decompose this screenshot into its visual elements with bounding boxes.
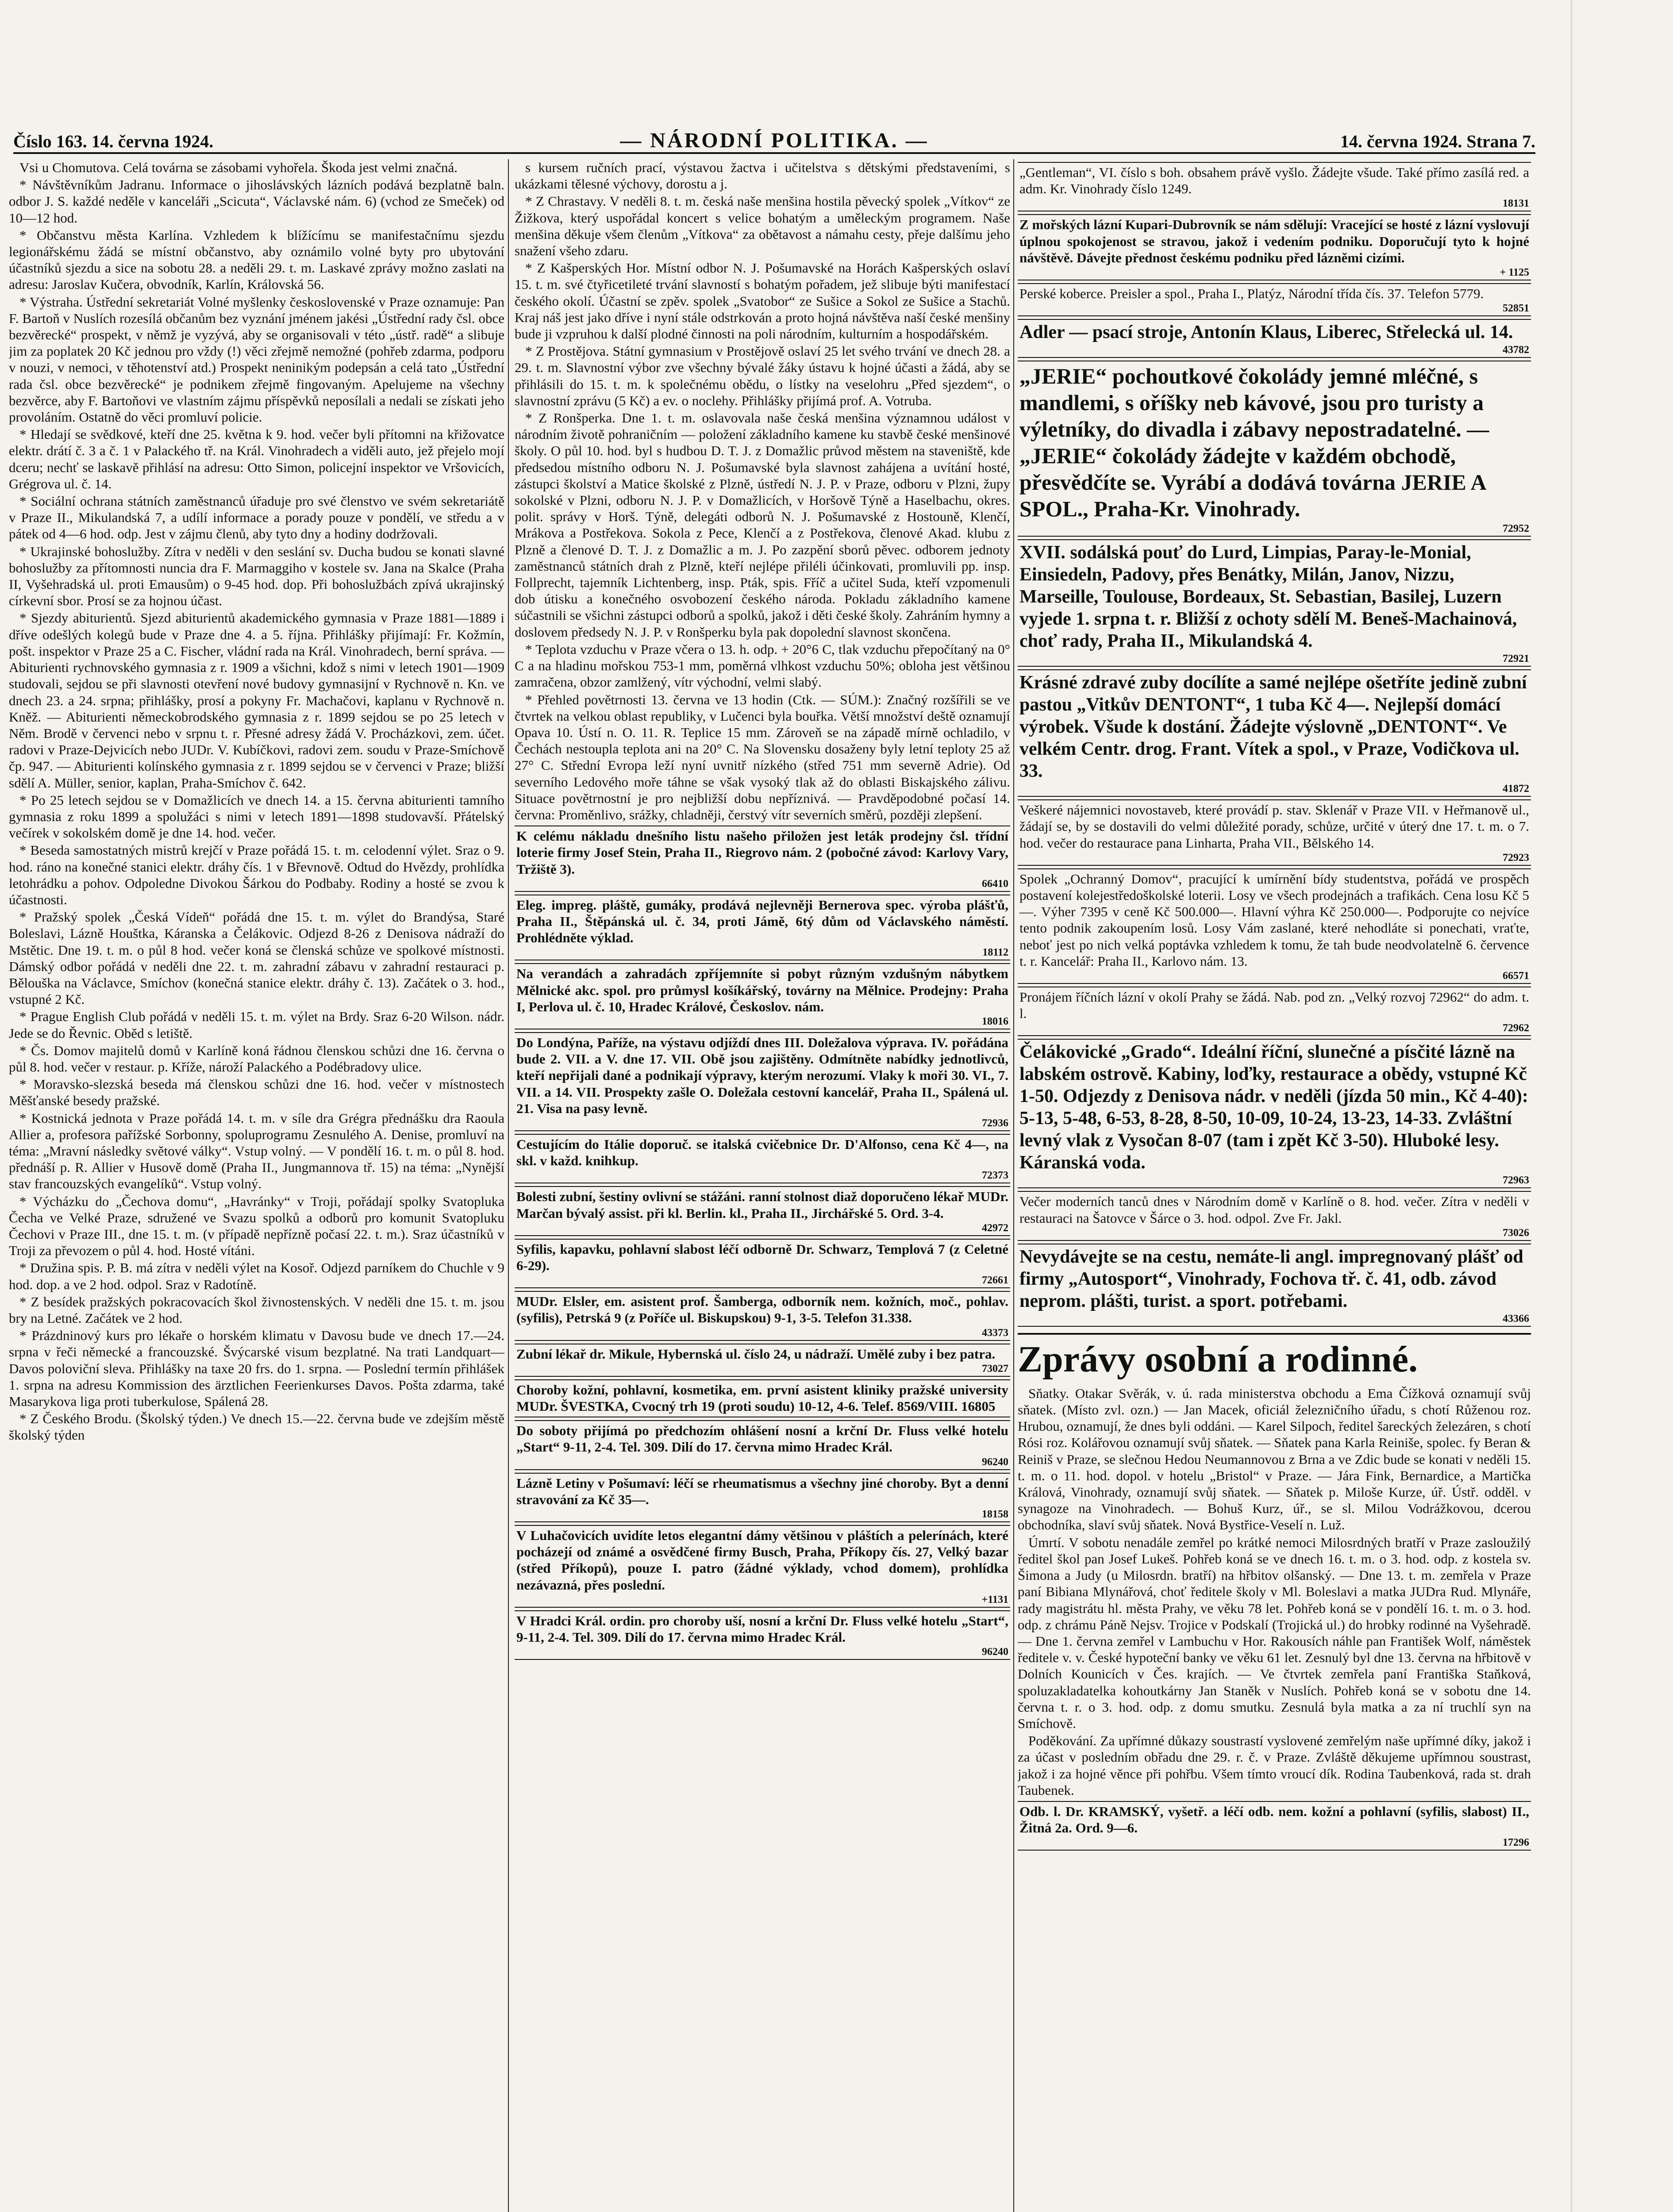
advertisement: [1018, 539, 1531, 667]
advertisement: [515, 963, 1010, 1029]
advertisement: [1018, 1801, 1531, 1851]
advertisement: [1018, 1191, 1531, 1240]
advertisement-text: Krásné zdravé zuby docílíte a samé nejlépe ošetříte jedině zubní pastou „Vitkův DENTONT“, 1 tuba Kč 4—. Nejlepší domácí výrobek. Všude k dostání. Žádejte výslovně „DENTONT“. Ve velkém Centr. drog. Frant. Vítek a spol., v Praze, Vodičkova ul. 33.: [1019, 672, 1527, 782]
advertisement: [1018, 162, 1531, 211]
advertisement: [1018, 283, 1531, 316]
page-edge-shadow: [1571, 0, 1572, 2212]
advertisement-text: Večer moderních tanců dnes v Národním domě v Karlíně o 8. hod. večer. Zítra v neděli v restauraci na Šatovce v Šárce o 3. hod. odpol. Zve Fr. Jakl.: [1019, 1194, 1529, 1226]
advertisement-number: 72373: [982, 1170, 1008, 1182]
advertisement-number: 72936: [982, 1117, 1008, 1129]
advertisement-text: Čelákovické „Grado“. Ideální říční, slunečné a písčité lázně na labském ostrově. Kabiny, loďky, restaurace a obědy, vstupné Kč 1-50. Odjezdy z Denisova nádr. v neděli (jízda 50 min., Kč 4-40): 5-13, 5-48, 6-53, 8-28, 8-50, 10-09, 10-24, 13-23, 14-33. Zvláštní levný vlak z Vysočan 8-07 (tam i zpět Kč 3-50). Hluboké lesy. Káranská voda.: [1019, 1042, 1528, 1173]
advertisement: [515, 1134, 1010, 1183]
advertisement-number: 72923: [1503, 852, 1529, 864]
advertisement: [515, 1291, 1010, 1340]
personal-news-item: Poděkování. Za upřímné důkazy soustrastí vyslovené zemřelým naše upřímné díky, jakož i za účast v posledním obřadu dne 29. r. č. v Praze. Zvláště děkujeme upřímnou soustrast, jakož i za hojné věnce při pohřbu. Všem tímto vroucí dík. Rodina Taubenková, rada st. drah Taubenek.: [1018, 1733, 1531, 1798]
advertisement-text: Eleg. impreg. pláště, gumáky, prodává nejlevněji Bernerova spec. výroba plášťů, Praha II., Štěpánská ul. č. 34, proti Jámě, 6tý dům od Václavského náměstí. Prohlédněte výklad.: [516, 897, 1008, 946]
news-item: s kursem ručních prací, výstavou žactva i učitelstva s dětskými představeními, s ukázkami tělesné výchovy, dorostu a j.: [515, 160, 1010, 192]
header-title: — NÁRODNÍ POLITIKA. —: [620, 129, 929, 152]
advertisement-text: Pronájem říčních lázní v okolí Prahy se žádá. Nab. pod zn. „Velký rozvoj 72962“ do adm. t. l.: [1019, 989, 1529, 1022]
advertisement-text: Choroby kožní, pohlavní, kosmetika, em. první asistent kliniky pražské university MUDr. ŠVESTKA, Cvocný trh 19 (proti soudu) 10-12, 4-6. Telef. 8569/VIII. 16805: [516, 1382, 1008, 1414]
advertisement: [1018, 1039, 1531, 1188]
advertisement-text: Bolesti zubní, šestiny ovlivní se stážáni. ranní stolnost diaž doporučeno lékař MUDr. Marčan bývalý assist. při kl. Berlin. kl., Praha II., Jirchářské 5. Ord. 3-4.: [516, 1189, 1008, 1221]
advertisement-number: 42972: [982, 1222, 1008, 1234]
advertisement-number: 18112: [982, 947, 1008, 959]
advertisement-number: 52851: [1503, 303, 1529, 315]
advertisement: [515, 1420, 1010, 1470]
advertisement: [515, 826, 1010, 892]
advertisement: [1018, 868, 1531, 984]
news-item: * Z Ronšperka. Dne 1. t. m. oslavovala naše česká menšina významnou událost v národním životě pohraničním — položení základního kamene ku stavbě české menšinové školy. O půl 10. hod. byl s hudbou D. T. J. z Domažlic průvod městem na staveniště, kde předsedou místního odboru N. J. Pošumavské byla slavnost zahájena a uvítání hosté, zástupci školství a Matice školské z Plzně, ústředí N. J. P. v Praze, odboru v Plzni, župy sokolské v Plzni, odboru N. J. P. v Domažlicích, v Horšově Týně a Haselbachu, okres. polit. správy v Horš. Týně, delegáti odborů N. J. Pošumavské z Hostouně, Klenčí, Mrákova a Postřekova. Sokola z Pece, Klenčí a z Postřekova, členové Akad. klubu z Plzně a členové D. T. J. z Domažlic a m. J. Po zazpění sborů pěvec. odborem jednoty zaměstnanců státních drah z Plzně, kteří nejlépe přiléli účinkovati, promluvili pp. insp. Follprecht, tajemník Lichtenberg, insp. Pták, spis. Fříč a učitel Suda, kteří vzpomenuli dob útisku a konečného osvobození českého národa. Pokladu základního kamene súčastnili se všichni zástupci odborů a spolků, jakož i děti české školy. Zahráním hymny a doslovem předsedy N. J. P. v Ronšperku byla pak dopolední slavnost skončena.: [515, 410, 1010, 640]
advertisement-text: Odb. l. Dr. KRAMSKÝ, vyšetř. a léčí odb. nem. kožní a pohlavní (syfilis, slabost) II., Žitná 2a. Ord. 9—6.: [1019, 1803, 1529, 1836]
advertisement-text: MUDr. Elsler, em. asistent prof. Šamberga, odborník nem. kožních, moč., pohlav. (syfilis), Petrská 9 (z Poříče ul. Biskupskou) 9-1, 3-5. Telefon 31.338.: [516, 1294, 1008, 1326]
news-item: * Z Chrastavy. V neděli 8. t. m. česká naše menšina hostila pěvecký spolek „Vítkov“ ze Žižkova, který uspořádal koncert s velice bohatým a uměleckým programem. Naše menšina děkuje všem členům „Vítkova“ za obětavost a námahu cesty, přeje dalšímu jeho snažení všeho zdaru.: [515, 193, 1010, 259]
column-1: [9, 159, 504, 2212]
news-item: * Občanstvu města Karlína. Vzhledem k blížícímu se manifestačnímu sjezdu legionářskému žádá se místní občanstvo, aby oznámilo volné byty pro ubytování účastníků sjezdu a sice na sobotu 28. a neděli 29. t. m. Laskavé zprávy možno zaslati na adresu: Jaroslav Kučera, obvodník, Karlín, Královská 56.: [9, 227, 504, 292]
advertisement-number: 43366: [1503, 1313, 1529, 1325]
advertisement-text: Spolek „Ochranný Domov“, pracující k umírnění bídy studentstva, pořádá ve prospěch postavení kolejestředoškolské loterii. Losy ve všech prodejnách a trafikách. Cena losu Kč 5—. Výher 7395 v ceně Kč 500.000—. Hlavní výhra Kč 250.000—. Podporujte co nejvíce tento podnik zakoupením losů. Losy Vám zaslané, které nehodláte si ponechati, vraťte, neboť jest po nich velká poptávka vzhledem k tomu, že tah bude neodvolatelně 6. července t. r. Kancelář: Praha II., Karlovo nám. 13.: [1019, 871, 1529, 969]
advertisement-number: 72921: [1503, 653, 1529, 665]
advertisement-text: „Gentleman“, VI. číslo s boh. obsahem právě vyšlo. Žádejte všude. Také přímo zasílá red. a adm. Kr. Vinohrady číslo 1249.: [1019, 165, 1529, 197]
header-page: 14. června 1924. Strana 7.: [1340, 131, 1535, 151]
advertisement: [515, 1032, 1010, 1131]
news-item: * Hledají se svědkové, kteří dne 25. května k 9. hod. večer byli přítomni na křižovatce elektr. drátí č. 3 a č. 1 v Palackého tř. na Král. Vinohradech a viděli auto, jež přejelo mojí dceru; nechť se laskavě přihlásí na adresu: Otto Simon, policejní inspektor ve Vršovicích, Grégrova ul. č. 14.: [9, 426, 504, 492]
section-title-personal-news: Zprávy osobní a rodinné.: [1018, 1333, 1531, 1381]
advertisement-number: 73027: [982, 1363, 1008, 1375]
advertisement: [1018, 799, 1531, 866]
advertisement: [1018, 361, 1531, 537]
advertisement-text: Nevydávejte se na cestu, nemáte-li angl. impregnovaný plášť od firmy „Autosport“, Vinohrady, Fochova tř. č. 41, odb. závod neprom. plášti, turist. a sport. potřebami.: [1019, 1246, 1523, 1311]
advertisement-number: 72952: [1503, 523, 1529, 535]
advertisement-text: Zubní lékař dr. Mikule, Hybernská ul. číslo 24, u nádraží. Umělé zuby i bez patra.: [516, 1346, 996, 1362]
advertisement-text: Syfilis, kapavku, pohlavní slabost léčí odborně Dr. Schwarz, Templová 7 (z Celetné 6-29).: [516, 1241, 1008, 1273]
news-item: * Sjezdy abiturientů. Sjezd abiturientů akademického gymnasia v Praze 1881—1889 i dříve odešlých kolegů bude v Praze dne 4. a 5. října. Přihlášky přijímají: Fr. Kožmín, pošt. inspektor v Praze 25 a C. Fischer, vládní rada na Král. Vinohradech, berní správa. — Abiturienti rychnovského gymnasia z r. 1909 a všichni, kdož s nimi v letech 1901—1909 studovali, sejdou se při slavnosti otevření nové budovy gymnasijní v Rychnově n. Kn. ve dnech 23. a 24. srpna; přihlášky, prosí a pokyny Fr. Machačovi, kaplanu v Rychnově n. Kněž. — Abiturienti německobrodského gymnasia z r. 1899 sejdou se po 25 letech v Něm. Brodě v červenci nebo v srpnu t. r. Přesné adresy žádá V. Procházkovi, zem. účet. radovi v Praze-Dejvicích nebo JUDr. V. Kubíčkovi, radovi zem. soudu v Praze-Smíchově čp. 947. — Abiturienti kolínského gymnasia z r. 1899 sejdou se v červenci v Praze; bližší sdělí A. Müller, senior, kaplan, Praha-Smíchov č. 642.: [9, 610, 504, 791]
advertisement-text: Perské koberce. Preisler a spol., Praha I., Platýz, Národní třída čís. 37. Telefon 5779.: [1019, 286, 1484, 302]
news-item: * Čs. Domov majitelů domů v Karlíně koná řádnou členskou schůzi dne 16. června o půl 8. hod. večer v restaur. p. Kříže, nároží Palackého a Podébradovy ulice.: [9, 1042, 504, 1075]
news-item: * Ukrajinské bohoslužby. Zítra v neděli v den seslání sv. Ducha budou se konati slavné bohoslužby za přítomnosti nuncia dra F. Marmaggiho v kostele sv. Jana na Skalce (Praha II, Vyšehradská ul. proti Emausům) o 9-45 hod. dop. Při bohoslužbách zpívá ukrajinský církevní sbor. Prosí se za hojnou účast.: [9, 543, 504, 609]
advertisement-text: Do Londýna, Paříže, na výstavu odjíždí dnes III. Doležalova výprava. IV. pořádána bude 2. VII. a V. dne 17. VII. Obě jsou zajištěny. Odmítněte nabídky jednotlivců, kteří nepřijali dané a podnikají výpravy, kterým nerozumí. Vlaky k moři 30. VI., 7. VII. a 14. VII. Prospekty zašle O. Doležala cestovní kancelář, Praha II., Spálená ul. 21. Visa na pasy levně.: [516, 1034, 1008, 1116]
advertisement-number: +1131: [981, 1594, 1008, 1605]
advertisement-number: 73026: [1503, 1227, 1529, 1239]
column-divider-2: [1013, 159, 1014, 2212]
advertisement-number: 96240: [982, 1646, 1008, 1658]
news-item: * Kostnická jednota v Praze pořádá 14. t. m. v síle dra Grégra přednášku dra Raoula Allier a, profesora pařížské Sorbonny, spoluprogramu Zesnulého A. Denise, promluví na téma: „Mravní následky světové války“. Vstup volný. — V pondělí 16. t. m. o půl 8. hod. přednáší p. R. Allier v Husově domě (Praha II., Jungmannova tř. 15) na téma: „Nynější stav francouzských evangelíků“. Vstup volný.: [9, 1110, 504, 1192]
advertisement-number: 18131: [1503, 198, 1529, 210]
advertisement: [515, 1239, 1010, 1288]
advertisement-number: 72962: [1503, 1022, 1529, 1034]
advertisement: [1018, 319, 1531, 358]
advertisement-number: 18016: [982, 1015, 1008, 1027]
news-item: * Přehled povětrnosti 13. června ve 13 hodin (Ctk. — SÚM.): Značný rozšířili se ve čtvrtek na velkou oblast republiky, v Lučenci byla bouřka. Větší množství deště oznamují Opava 10. Ústí n. O. 11. R. Teplice 15 mm. Zároveň se na západě mírně ochladilo, v Čechách nestoupla teplota ani na 20° C. Na Slovensku dosaženy byly letní teploty 25 až 27° C. Střední Evropa leží nyní uvnitř nízkého (střed 751 mm severně Adrie). Od severního Ledového moře táhne se však vysoký tlak až do oblasti Biskajského zálivu. Situace povětrnostní je pro nejbližší dobu nepříznivá. — Pravděpodobné počasí 14. června: Proměnlivo, srážky, chladněji, čerstvý vítr severních směrů, později zlepšení.: [515, 691, 1010, 822]
advertisement-text: Z mořských lázní Kupari-Dubrovník se nám sdělují: Vracející se hosté z lázní vyslovují úplnou spokojenost se stravou, jakož i vedením podniku. Doporučují tyto k hojné návštěvě. Dávejte přednost českému podniku před lázněmi cizími.: [1019, 217, 1529, 265]
advertisement-number: 72661: [982, 1275, 1008, 1286]
advertisement-number: + 1125: [1500, 267, 1529, 279]
advertisement-number: 72963: [1503, 1175, 1529, 1187]
news-item: * Moravsko-slezská beseda má členskou schůzi dne 16. hod. večer v místnostech Měšťanské besedy pražské.: [9, 1076, 504, 1109]
advertisement-text: XVII. sodálská pouť do Lurd, Limpias, Paray-le-Monial, Einsiedeln, Padovy, přes Benátky, Milán, Janov, Nizzu, Marseille, Toulouse, Bordeaux, St. Sebastian, Basilej, Luzern vyjede 1. srpna t. r. Bližší z ochoty sdělí M. Beneš-Machainová, choť rady, Praha II., Mikulandská 4.: [1019, 542, 1517, 652]
advertisement: [515, 1379, 1010, 1417]
news-item: * Beseda samostatných mistrů krejčí v Praze pořádá 15. t. m. celodenní výlet. Sraz o 9. hod. ráno na konečné stanici elektr. dráhy čís. 1 v Břevnově. Odtud do Hvězdy, prohlídka letohrádku a pohov. Odpoledne Divokou Šárkou do Podbaby. Rodiny a hosté se zvou k účastnosti.: [9, 842, 504, 907]
advertisement: [1018, 1244, 1531, 1327]
personal-news-item: Sňatky. Otakar Svěrák, v. ú. rada ministerstva obchodu a Ema Čížková oznamují svůj sňatek. (Místo zvl. ozn.) — Jan Macek, oficiál železničního úřadu, s chotí Růženou roz. Hrubou, oznamují, že dnes byli oddáni. — Karel Silpoch, ředitel šareckých železáren, s chotí Rósi roz. Kolářovou oznamují svůj sňatek. — Sňatek pana Karla Reiniše, spolec. fy Beran & Reiniš v Praze, se slečnou Hedou Neumannovou z Brna a ve Zdic bude se konati v neděli 15. t. m. o 11. hod. dopol. v hotelu „Bristol“ v Praze. — Jára Fink, Bernardice, a Martička Králová, Vinohrady, oznamují svůj sňatek. — Sňatek p. Miloše Kurze, úř. Ústř. odděl. v synagoze na Vinohradech. — Bohuš Kurz, úř., se sl. Milou Vodrážkovou, dcerou obchodníka, slaví svůj sňatek. Nová Bystřice-Veselí n. Luž.: [1018, 1385, 1531, 1533]
advertisement-text: Do soboty přijímá po předchozím ohlášení nosní a krční Dr. Fluss velké hotelu „Start“ 9-11, 2-4. Tel. 309. Dilí do 17. června mimo Hradec Král.: [516, 1423, 1008, 1455]
advertisement: [515, 1186, 1010, 1236]
news-item: * Družina spis. P. B. má zítra v neděli výlet na Kosoř. Odjezd parníkem do Chuchle v 9 hod. dop. a ve 2 hod. odpol. Sraz v Radotíně.: [9, 1260, 504, 1292]
news-item: * Teplota vzduchu v Praze včera o 13. h. odp. + 20°6 C, tlak vzduchu přepočítaný na 0° C a na hladinu mořskou 753-1 mm, poměrná vlhkost vzduchu 50%; obloha jest většinou zamračena, obzor zamlžený, vítr východní, velmi slabý.: [515, 641, 1010, 690]
news-item: * Výstraha. Ústřední sekretariát Volné myšlenky československé v Praze oznamuje: Pan F. Bartoň v Nuslích rozesílá občanům bez vyznání jménem jakési „Ústřední rady čsl. obce bezvěrecké“ prospekt, v němž je vyzývá, aby se organisovali v této „ústř. radě“ a slibuje jim za poplatek 20 Kč jednou pro vždy (!) věci zřejmě nemožné (pohřeb zdarma, podporu v nouzi, v nemoci, v těhotenství atd.) Prospekt neninikým podepsán a celá tato „Ústřední rada čsl. obce bezvěrecké“ je podnikem zřejmě fingovaným. Apelujeme na všechny bezvěrce, aby F. Bartoňovi ve vlastním zájmu příspěvků neposílali a nedali se získati jeho provoláním. Ostatně do věci promluví policie.: [9, 294, 504, 425]
advertisement-number: 43373: [982, 1327, 1008, 1339]
advertisement: [515, 1344, 1010, 1377]
advertisement-text: K celému nákladu dnešního listu našeho přiložen jest leták prodejny čsl. třídní loterie firmy Josef Stein, Praha II., Riegrovo nám. 2 (pobočné závod: Karlovy Vary, Tržiště 3).: [516, 828, 1008, 877]
column-2: [515, 159, 1010, 2212]
news-item: * Výcházku do „Čechova domu“, „Havránky“ v Troji, pořádají spolky Svatopluka Čecha ve Velké Praze, sdružené ve Svazu spolků a odborů pro komunit Svatopluku Čechovi v Praze III., dne 15. t. m. (v případě nepřízně počasí 22. t. m.). Sraz účastníků v Troji za převozem o půl 4. hod. Hosté vítáni.: [9, 1193, 504, 1259]
news-item: * Pražský spolek „Česká Vídeň“ pořádá dne 15. t. m. výlet do Brandýsa, Staré Boleslavi, Lázně Houštka, Káranska a Čelákovic. Odjezd 8-26 z Denisova nádraží do Mstětic. Dne 19. t. m. o půl 8 hod. večer koná se členská schůze ve spolkové místnosti. Dámský odbor pořádá v neděli dne 22. t. m. zahradní zábavu v zahradní restauraci p. Bělouška na Václavce, Smíchov (konečná stanice elektr. dráhy č. 13). Začátek o 3. hod., vstupné 2 Kč.: [9, 909, 504, 1007]
column-3: [1018, 159, 1531, 2212]
advertisement-text: Veškeré nájemnici novostaveb, které provádí p. stav. Sklenář v Praze VII. v Heřmanově ul., žádají se, by se dostavili do velmi důležité porady, schůze, určité v úterý dne 17. t. m. o 7. hod. večer do restaurace pana Linharta, Praha VII., Bělského 14.: [1019, 802, 1529, 851]
advertisement-number: 41872: [1503, 783, 1529, 795]
news-item: * Sociální ochrana státních zaměstnanců úřaduje pro své členstvo ve svém sekretariátě v Praze II., Mikulandská 7, a udílí informace a porady pouze v pondělí, ve středu a v pátek od 4—6 hod. odp. Jest v zájmu členů, aby tyto dny a hodiny dodržovali.: [9, 493, 504, 542]
advertisement: [1018, 214, 1531, 280]
advertisement: [515, 1525, 1010, 1608]
advertisement-number: 17296: [1503, 1837, 1529, 1849]
header-issue: Číslo 163. 14. června 1924.: [13, 131, 214, 151]
news-item: * Z Českého Brodu. (Školský týden.) Ve dnech 15.—22. června bude ve zdejším městě školský týden: [9, 1411, 504, 1443]
advertisement: [515, 1473, 1010, 1522]
advertisement-number: 18158: [982, 1509, 1008, 1521]
advertisement: [1018, 669, 1531, 797]
advertisement-text: Lázně Letiny v Pošumaví: léčí se rheumatismus a všechny jiné choroby. Byt a denní stravování za Kč 35—.: [516, 1475, 1008, 1507]
news-item: * Prague English Club pořádá v neděli 15. t. m. výlet na Brdy. Sraz 6-20 Wilson. nádr. Jede se do Řevnic. Oběd s letiště.: [9, 1009, 504, 1041]
advertisement: [515, 1610, 1010, 1660]
news-item: * Po 25 letech sejdou se v Domažlicích ve dnech 14. a 15. června abiturienti tamního gymnasia z roku 1899 a spolužáci s nimi v letech 1891—1898 studovavší. Přátelský večírek v sokolském domě je dne 14. hod. večer.: [9, 792, 504, 841]
news-item: Vsi u Chomutova. Celá továrna se zásobami vyhořela. Škoda jest velmi značná.: [19, 160, 458, 175]
advertisement-text: V Luhačovicích uvidíte letos elegantní dámy většinou v pláštích a pelerínách, které pocházejí od známé a osvědčené firmy Busch, Praha, Příkopy čís. 27, Velký bazar (střed Příkopů), pouze I. patro (žádné výklady, vchod domem), prohlídka nezávazná, přes poslední.: [516, 1528, 1008, 1593]
news-item: * Prázdninový kurs pro lékaře o horském klimatu v Davosu bude ve dnech 17.—24. srpna v řeči německé a francouzské. Švýcarské visum bezplatné. Na trati Landquart—Davos poloviční sleva. Přihlášky na taxe 20 frs. do 1. srpna. — Poslední termín přihlášek 1. srpna na adresu Kommission des ärztlichen Feerienkurses Davos. Pošta zdarma, také Masarykova liga proti tuberkulose, Spálená 28.: [9, 1328, 504, 1409]
news-item: * Z Kašperských Hor. Místní odbor N. J. Pošumavské na Horách Kašperských oslaví 15. t. m. své čtyřicetileté trvání slavností s bohatým pořadem, jež slibuje býti manifestací českého okolí. Účastní se zpěv. spolek „Svatobor“ ze Sušice a Sokol ze Sušice a Stachů. Kraj náš jest jako dříve i nyní stále odstrkován a proto hojná návštěva naší české menšiny bude ji vzpruhou k další plodné činnosti na poli národním, kulturním a hospodářském.: [515, 260, 1010, 342]
news-item: * Z besídek pražských pokracovacích škol živnostenských. V neděli dne 15. t. m. jsou bry na Letné. Začátek ve 2 hod.: [9, 1294, 504, 1326]
advertisement-text: Na verandách a zahradách zpříjemníte si pobyt různým vzdušným nábytkem Mělnické akc. spol. pro průmysl košíkářský, továrny na Mělnice. Prodejny: Praha I, Perlova ul. č. 10, Hradec Králové, Českoslov. nám.: [516, 966, 1008, 1014]
column-divider-1: [508, 159, 509, 2212]
advertisement-number: 96240: [982, 1456, 1008, 1468]
news-item: * Z Prostějova. Státní gymnasium v Prostějově oslaví 25 let svého trvání ve dnech 28. a 29. t. m. Slavnostní výbor zve všechny bývalé žáky ústavu k hojné účasti a žádá, aby se přihlásili do 15. t. m. k společnému obědu, o lístky na veselohru „Před sjezdem“, o slavnostní zprávu (5 Kč) a ev. o noclehy. Přihlášky přijímá prof. A. Votruba.: [515, 343, 1010, 408]
advertisement: [515, 895, 1010, 961]
advertisement-text: Adler — psací stroje, Antonín Klaus, Liberec, Střelecká ul. 14.: [1019, 322, 1513, 343]
advertisement-text: Cestujícím do Itálie doporuč. se italská cvičebnice Dr. D'Alfonso, cena Kč 4—, na skl. v každ. knihkup.: [516, 1136, 1008, 1169]
page-header: [13, 131, 1535, 154]
advertisement-text: „JERIE“ pochoutkové čokolády jemné mléčné, s mandlemi, s oříšky neb kávové, jsou pro turisty a výletníky, do divadla i zábavy nepostradatelné. — „JERIE“ čokolády žádejte v každém obchodě, přesvědčíte se. Vyrábí a dodává továrna JERIE A SPOL., Praha-Kr. Vinohrady.: [1019, 364, 1489, 522]
advertisement-text: V Hradci Král. ordin. pro choroby uší, nosní a krční Dr. Fluss velké hotelu „Start“, 9-11, 2-4. Tel. 309. Dilí do 17. června mimo Hradec Král.: [516, 1613, 1008, 1645]
advertisement-number: 66571: [1503, 970, 1529, 982]
advertisement-number: 66410: [982, 878, 1008, 890]
news-item: * Návštěvníkům Jadranu. Informace o jihoslávských lázních podává bezplatně baln. odbor J. S. každé neděle v kanceláři „Scicuta“, Václavské nám. 6) (vchod ze Smeček) od 10—12 hod.: [9, 177, 504, 226]
advertisement-number: 43782: [1503, 344, 1529, 356]
advertisement: [1018, 987, 1531, 1036]
personal-news-item: Úmrtí. V sobotu nenadále zemřel po krátké nemoci Milosrdných bratří v Praze zasloužilý ředitel škol pan Josef Lukeš. Pohřeb koná se ve dnech 16. t. m. o 3. hod. odp. z kostela sv. Šimona a Judy (u Milosrdn. bratří) na hřbitov olšanský. — Dne 13. t. m. zemřela v Praze paní Bibiana Mlynářová, choť ředitele školy v Ml. Boleslavi a matka JUDra Rud. Mlynáře, rady magistrátu hl. města Prahy, ve věku 78 let. Pohřeb koná se v pondělí 16. t. m. o 3. hod. odp. z chrámu Páně Nejsv. Trojice v Podskalí (Trojická ul.) do hrobky rodinné na Vyšehradě. — Dne 1. června zemřel v Lambuchu v Hor. Rakousích náhle pan František Wolf, náměstek ředitele v. v. České hypoteční banky ve věku 61 let. Zesnulý byl dne 13. června na hřbitově v Dolních Kounicích v Čes. krajích. — Ve čtvrtek zemřela paní Františka Staňková, spoluzakladatelka kohoutkárny Jan Staněk v Nuslích. Pohřeb koná se v sobotu dne 14. června t. r. o 3. hod. odp. z domu smutku. Zesnulá byla matka a za ní truchlí syn na Smíchově.: [1018, 1534, 1531, 1731]
